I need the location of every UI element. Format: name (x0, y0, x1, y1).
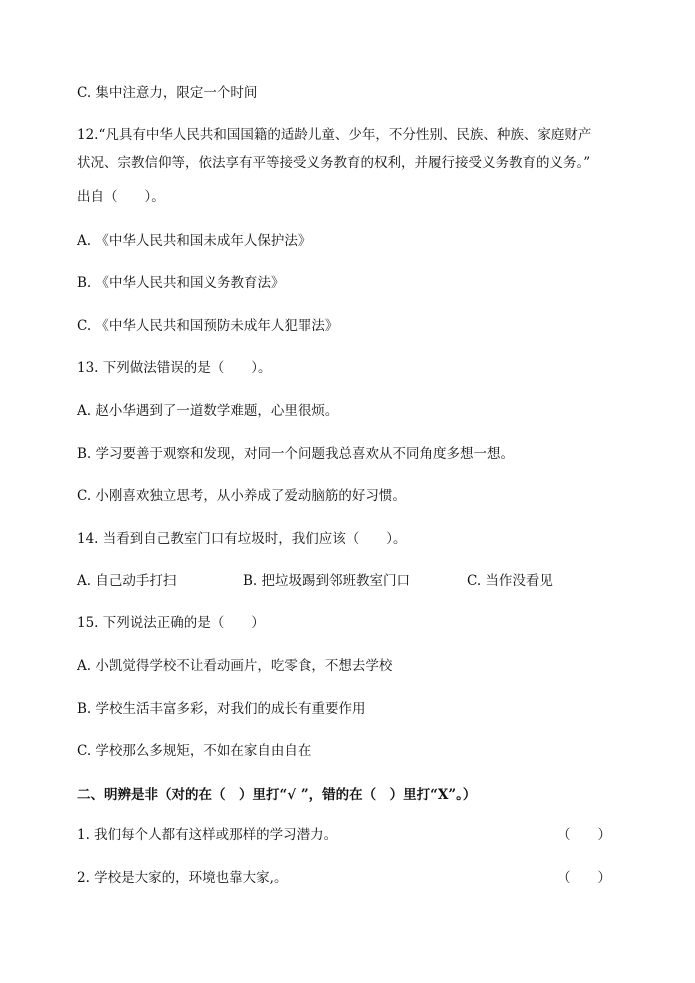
q14-option-a: A. 自己动手打扫 (77, 573, 177, 589)
q15-option-b: B. 学校生活丰富多彩，对我们的成长有重要作用 (77, 701, 366, 717)
q13-option-b: B. 学习要善于观察和发现，对同一个问题我总喜欢从不同角度多想一想。 (77, 446, 515, 462)
q14-option-c: C. 当作没看见 (467, 573, 553, 589)
q12-option-b: B. 《中华人民共和国义务教育法》 (77, 275, 285, 291)
q14-option-b: B. 把垃圾踢到邻班教室门口 (243, 573, 411, 589)
q12-option-c: C. 《中华人民共和国预防未成年人犯罪法》 (77, 318, 339, 334)
q15-stem: 15. 下列说法正确的是（ ） (77, 615, 265, 631)
q12-stem-line-3: 出自（ ）。 (77, 189, 165, 205)
tf-item-2: 2. 学校是大家的，环境也靠大家,。 (77, 870, 288, 886)
section-two-heading: 二、明辨是非（对的在（ ）里打“√ ”，错的在（ ）里打“X”。） (77, 787, 477, 803)
q12-stem-line-2: 状况、宗教信仰等，依法享有平等接受义务教育的权利，并履行接受义务教育的义务。” (77, 155, 591, 171)
q12-stem-line-1: 12.“凡具有中华人民共和国国籍的适龄儿童、少年，不分性别、民族、种族、家庭财产 (77, 127, 592, 143)
q13-option-a: A. 赵小华遇到了一道数学难题，心里很烦。 (77, 403, 339, 419)
q15-option-a: A. 小凯觉得学校不让看动画片，吃零食，不想去学校 (77, 658, 393, 674)
q13-stem: 13. 下列做法错误的是（ ）。 (77, 360, 272, 376)
tf-item-1-answer-blank[interactable]: （ ） (557, 827, 611, 843)
q15-option-c: C. 学校那么多规矩，不如在家自由自在 (77, 743, 312, 759)
q12-option-a: A. 《中华人民共和国未成年人保护法》 (77, 233, 312, 249)
tf-item-2-answer-blank[interactable]: （ ） (557, 870, 611, 886)
tf-item-1: 1. 我们每个人都有这样或那样的学习潜力。 (77, 827, 338, 843)
q13-option-c: C. 小刚喜欢独立思考，从小养成了爱动脑筋的好习惯。 (77, 488, 406, 504)
q11-option-c: C. 集中注意力，限定一个时间 (77, 85, 258, 101)
q14-stem: 14. 当看到自己教室门口有垃圾时，我们应该（ ）。 (77, 531, 407, 547)
